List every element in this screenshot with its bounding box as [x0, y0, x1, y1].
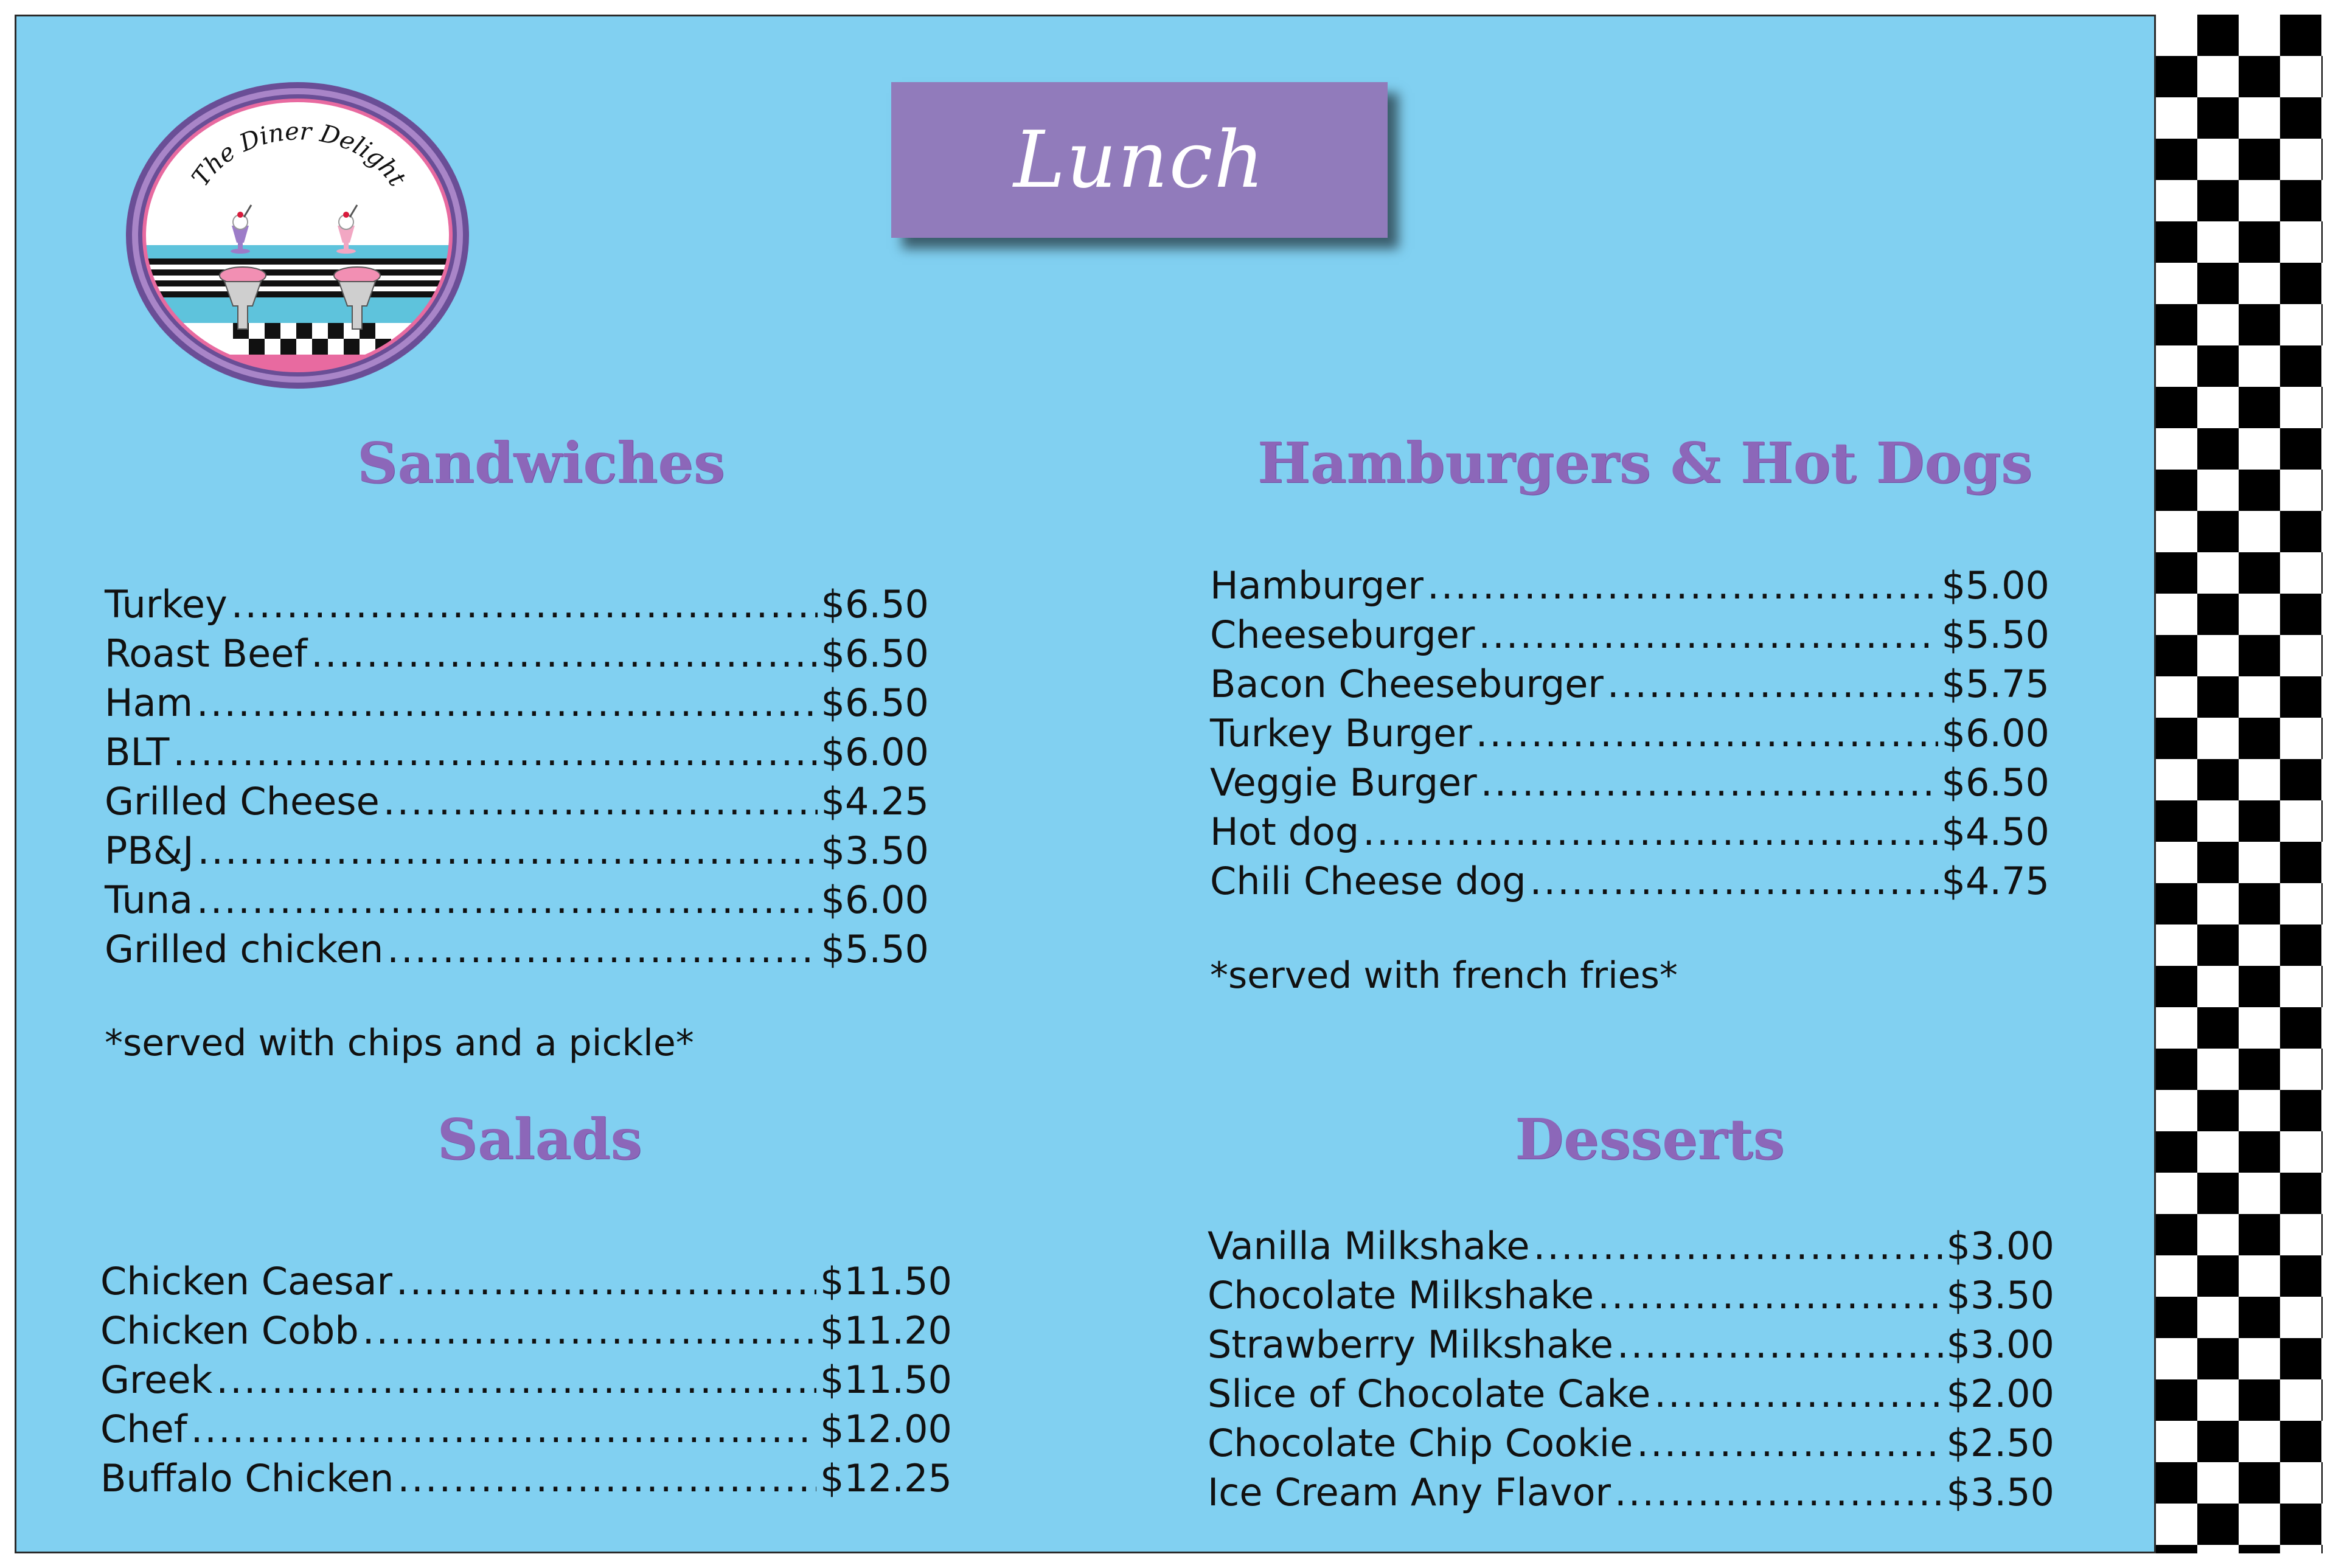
menu-item-name: Grilled chicken: [105, 927, 384, 971]
menu-item-name: Grilled Cheese: [105, 779, 380, 824]
menu-item-name: Greek: [100, 1358, 213, 1402]
menu-item-price: $2.50: [1946, 1421, 2054, 1465]
menu-item-price: $12.00: [820, 1407, 952, 1451]
diner-logo: [123, 80, 471, 391]
dot-leader: [383, 779, 818, 824]
menu-item: [1210, 563, 2049, 612]
menu-item: [1208, 1224, 2054, 1273]
menu-item-price: $12.25: [820, 1456, 952, 1500]
menu-item: [105, 828, 929, 878]
menu-item: [100, 1259, 952, 1308]
menu-item-name: Turkey: [105, 582, 228, 626]
menu-item-price: $6.00: [821, 730, 929, 774]
dot-leader: [196, 878, 817, 922]
menu-item: [105, 927, 929, 976]
menu-item: [100, 1308, 952, 1358]
menu-item: [1208, 1273, 2054, 1322]
menu-item-name: Hot dog: [1210, 810, 1360, 854]
dot-leader: [387, 927, 817, 971]
menu-item: [1210, 612, 2049, 662]
dot-leader: [1481, 760, 1938, 805]
dot-leader: [1476, 711, 1938, 755]
burgers-note: *served with french fries*: [1210, 954, 1678, 997]
menu-item-name: Bacon Cheeseburger: [1210, 662, 1604, 706]
section-title-sandwiches: Sandwiches: [357, 430, 725, 496]
dot-leader: [1636, 1421, 1942, 1465]
menu-item-price: $4.25: [821, 779, 929, 824]
menu-item: [100, 1407, 952, 1456]
menu-item-price: $3.50: [1946, 1470, 2054, 1514]
menu-item-name: PB&J: [105, 828, 194, 873]
menu-item-name: Ham: [105, 681, 193, 725]
dot-leader: [1530, 859, 1938, 903]
menu-item: [1208, 1322, 2054, 1372]
dot-leader: [1478, 612, 1938, 657]
menu-item-price: $6.50: [821, 631, 929, 676]
menu-item-name: Chicken Cobb: [100, 1308, 359, 1353]
section-title-desserts: Desserts: [1515, 1106, 1785, 1172]
burgers-list: [1210, 563, 2049, 908]
menu-item: [1210, 810, 2049, 859]
menu-item-price: $11.50: [820, 1259, 952, 1303]
menu-item-price: $6.50: [821, 582, 929, 626]
dot-leader: [311, 631, 817, 676]
dot-leader: [1534, 1224, 1943, 1268]
menu-item-name: Roast Beef: [105, 631, 308, 676]
dot-leader: [198, 828, 818, 873]
menu-item: [105, 779, 929, 828]
menu-item: [1210, 760, 2049, 810]
salads-list: [100, 1259, 952, 1505]
menu-item: [1210, 859, 2049, 908]
menu-item-name: Strawberry Milkshake: [1208, 1322, 1613, 1367]
menu-item: [105, 631, 929, 681]
menu-item-name: Chicken Caesar: [100, 1259, 392, 1303]
menu-item-price: $3.50: [1946, 1273, 2054, 1317]
menu-item-name: Vanilla Milkshake: [1208, 1224, 1530, 1268]
menu-item: [1208, 1470, 2054, 1519]
menu-item: [1208, 1421, 2054, 1470]
dot-leader: [397, 1456, 816, 1500]
dot-leader: [1615, 1470, 1943, 1514]
menu-item-price: $3.00: [1946, 1224, 2054, 1268]
dot-leader: [196, 681, 817, 725]
dot-leader: [231, 582, 818, 626]
menu-item-price: $5.50: [821, 927, 929, 971]
menu-item: [105, 730, 929, 779]
dot-leader: [1597, 1273, 1942, 1317]
title-banner: [891, 82, 1388, 238]
menu-item-price: $3.50: [821, 828, 929, 873]
dot-leader: [363, 1308, 816, 1353]
sandwiches-note: *served with chips and a pickle*: [105, 1022, 694, 1064]
dot-leader: [396, 1259, 816, 1303]
dot-leader: [1363, 810, 1938, 854]
menu-item-name: Buffalo Chicken: [100, 1456, 394, 1500]
dot-leader: [1617, 1322, 1943, 1367]
menu-item: [105, 681, 929, 730]
desserts-list: [1208, 1224, 2054, 1519]
menu-item-price: $5.00: [1941, 563, 2049, 608]
menu-item-name: Chocolate Milkshake: [1208, 1273, 1594, 1317]
menu-item-price: $4.50: [1941, 810, 2049, 854]
menu-item-name: Tuna: [105, 878, 193, 922]
menu-item-name: Slice of Chocolate Cake: [1208, 1372, 1651, 1416]
menu-item-price: $11.20: [820, 1308, 952, 1353]
menu-item-price: $3.00: [1946, 1322, 2054, 1367]
menu-item-name: Chocolate Chip Cookie: [1208, 1421, 1633, 1465]
checkered-border: [2156, 15, 2323, 1553]
menu-board: [15, 15, 2156, 1553]
dot-leader: [191, 1407, 816, 1451]
sandwiches-list: [105, 582, 929, 976]
menu-item: [105, 878, 929, 927]
menu-item-name: Ice Cream Any Flavor: [1208, 1470, 1611, 1514]
menu-item-name: BLT: [105, 730, 170, 774]
page-title: Lunch: [1013, 114, 1265, 206]
menu-item-price: $4.75: [1941, 859, 2049, 903]
menu-item-name: Hamburger: [1210, 563, 1424, 608]
menu-item: [1210, 711, 2049, 760]
dot-leader: [216, 1358, 816, 1402]
menu-item: [105, 582, 929, 631]
dot-leader: [1427, 563, 1938, 608]
menu-item-name: Turkey Burger: [1210, 711, 1472, 755]
menu-item: [100, 1456, 952, 1505]
menu-item: [1210, 662, 2049, 711]
dot-leader: [1607, 662, 1938, 706]
menu-item-price: $2.00: [1946, 1372, 2054, 1416]
menu-item: [1208, 1372, 2054, 1421]
section-title-salads: Salads: [437, 1106, 642, 1172]
menu-item-price: $11.50: [820, 1358, 952, 1402]
menu-item-name: Cheeseburger: [1210, 612, 1475, 657]
dot-leader: [1654, 1372, 1942, 1416]
menu-item-price: $6.50: [1941, 760, 2049, 805]
menu-item-name: Chili Cheese dog: [1210, 859, 1526, 903]
menu-item: [100, 1358, 952, 1407]
section-title-burgers: Hamburgers & Hot Dogs: [1257, 430, 2032, 496]
menu-item-price: $6.00: [1941, 711, 2049, 755]
menu-item-price: $5.50: [1941, 612, 2049, 657]
dot-leader: [173, 730, 817, 774]
menu-item-name: Veggie Burger: [1210, 760, 1477, 805]
menu-item-price: $6.50: [821, 681, 929, 725]
logo-text: The Diner Delight: [186, 117, 411, 192]
menu-item-price: $5.75: [1941, 662, 2049, 706]
menu-item-price: $6.00: [821, 878, 929, 922]
menu-item-name: Chef: [100, 1407, 187, 1451]
